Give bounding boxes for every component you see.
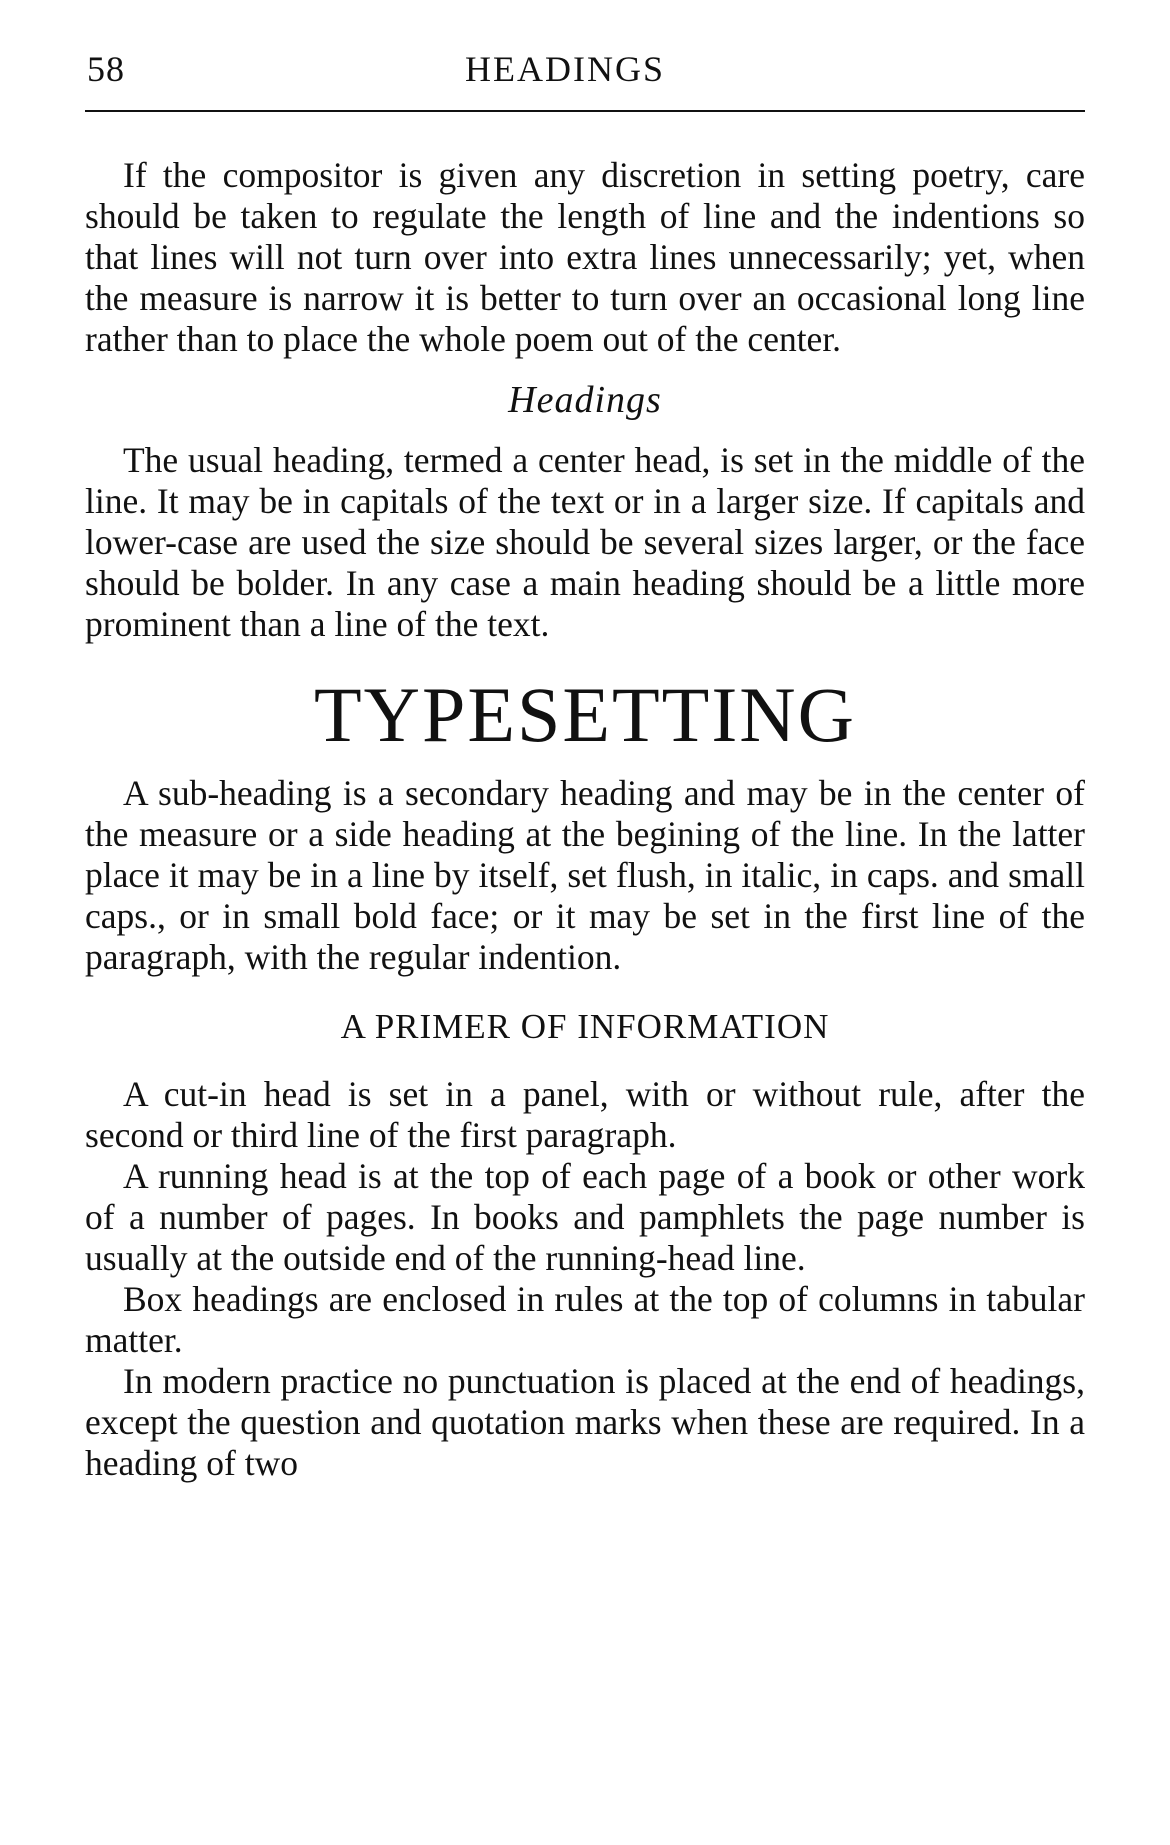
paragraph-usual-heading: The usual heading, termed a center head, is set in the middle of the line. It may be in capitals of the text or in a larger size. If capitals and lower-case are used the size should be several sizes larger, or the face should be bolder. In any case a main heading should be a little more prominent than a line of the text. <box>85 440 1085 644</box>
running-head <box>85 40 1085 92</box>
paragraph-poetry: If the compositor is given any discretion in setting poetry, care should be taken to regulate the length of line and the indentions so that lines will not turn over into extra lines unnecessarily; yet, when the measure is narrow it is better to turn over an occasional long line rather than to place the whole poem out of the center. <box>85 155 1085 359</box>
page-body <box>85 155 1085 1484</box>
paragraph-running-head: A running head is at the top of each page of a book or other work of a number of pages. In books and pamphlets the page number is usually at the outside end of the running-head line. <box>85 1156 1085 1278</box>
running-head-title: HEADINGS <box>465 49 665 89</box>
example-caps-heading: A PRIMER OF INFORMATION <box>340 1007 830 1046</box>
running-head-rule <box>85 110 1085 112</box>
paragraph-cut-in-head: A cut-in head is set in a panel, with or without rule, after the second or third line of the first paragraph. <box>85 1074 1085 1155</box>
paragraph-sub-heading: A sub-heading is a secondary heading and may be in the center of the measure or a side heading at the begining of the line. In the latter place it may be in a line by itself, set flush, in italic, in caps. and small caps., or in small bold face; or it may be set in the first line of the paragraph, with the regular indention. <box>85 773 1085 977</box>
section-heading-headings: Headings <box>508 379 662 421</box>
paragraph-punctuation: In modern practice no punctuation is placed at the end of headings, except the question and quotation marks when these are required. In a heading of two <box>85 1361 1085 1483</box>
paragraph-box-headings: Box headings are enclosed in rules at the top of columns in tabular matter. <box>85 1279 1085 1360</box>
page <box>85 40 1085 1483</box>
page-number: 58 <box>87 49 125 89</box>
example-display-heading: TYPESETTING <box>314 671 856 758</box>
